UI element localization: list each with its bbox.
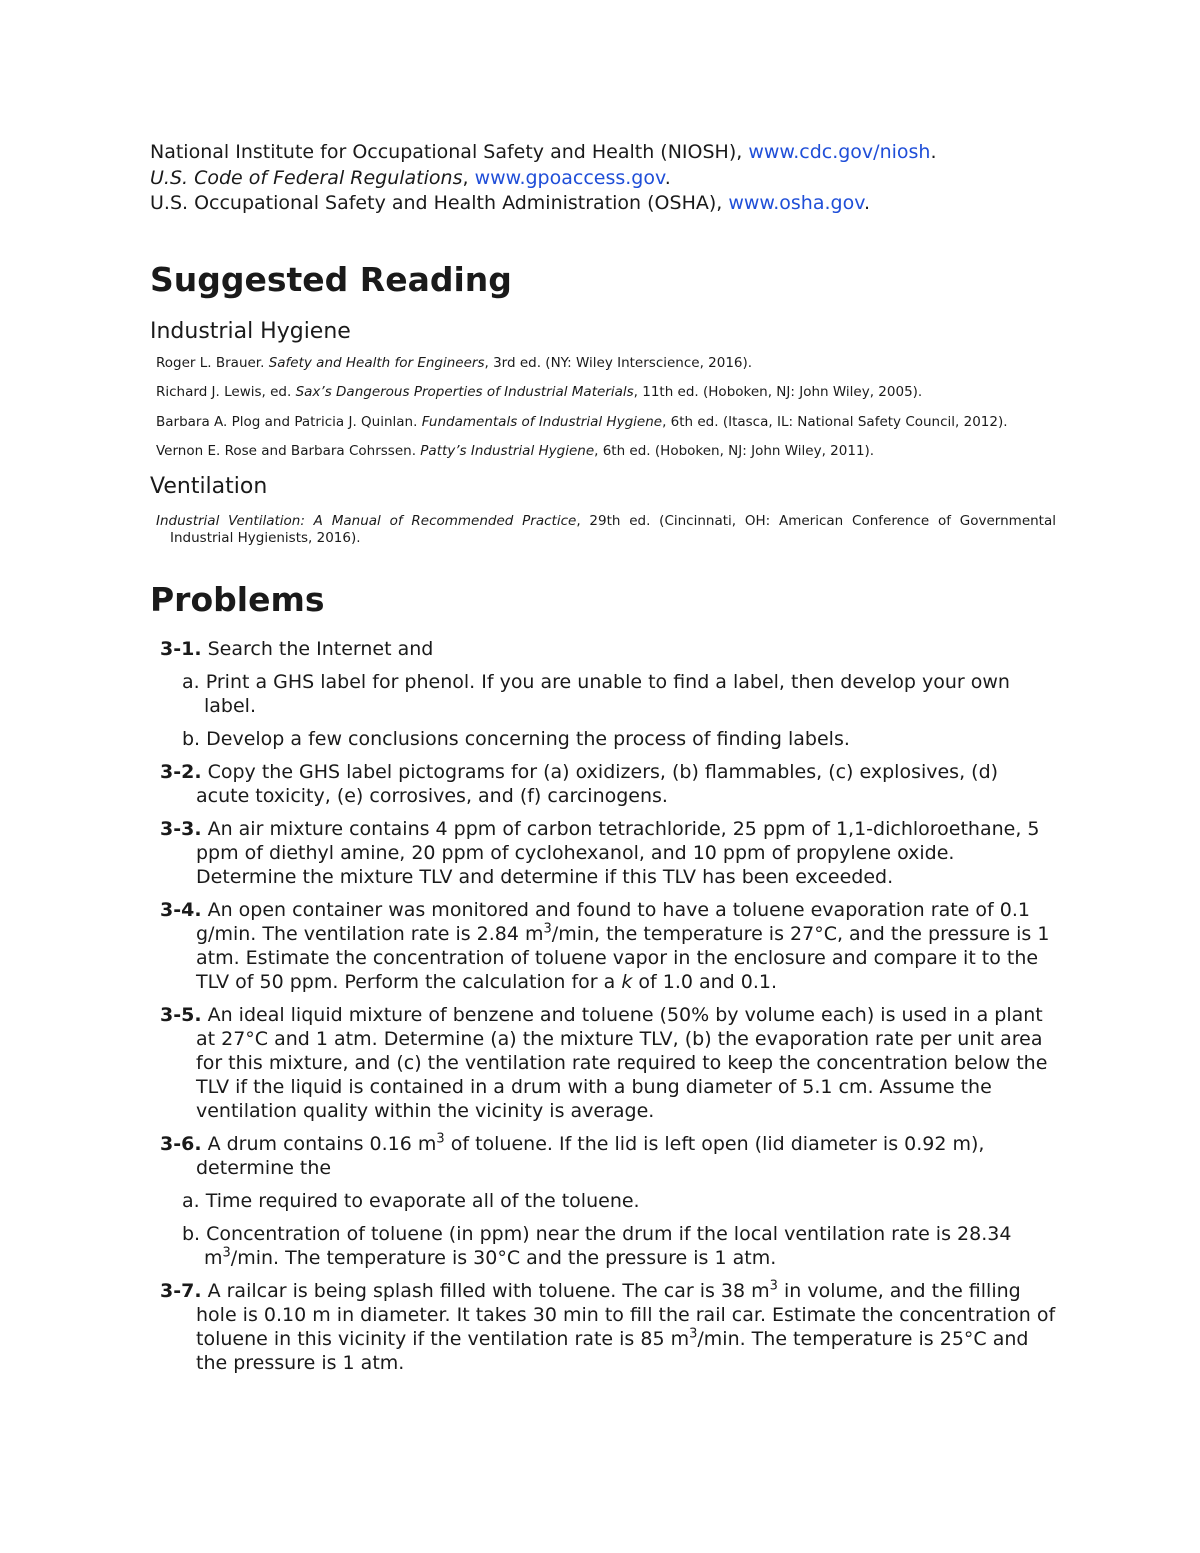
source-text: National Institute for Occupational Safety and Health (NIOSH), — [150, 141, 749, 163]
subitem-text: Develop a few conclusions concerning the process of finding labels. — [200, 727, 850, 750]
subitem-text: /min. The temperature is 30°C and the pressure is 1 atm. — [230, 1246, 777, 1269]
gpoaccess-link[interactable]: www.gpoaccess.gov — [474, 166, 665, 189]
problem-text: An open container was monitored and found to have a toluene evaporation rate of 0.1 g/min. The ventilation rate is 2.84 m — [196, 898, 1030, 945]
ref-authors: Richard J. Lewis, ed. — [156, 384, 296, 400]
problem-number: 3-5. — [160, 1003, 202, 1026]
problem-3-6 — [150, 1132, 1056, 1180]
problem-text: Search the Internet and — [201, 637, 434, 660]
reference-item — [150, 443, 1056, 461]
superscript: 3 — [769, 1278, 778, 1294]
problem-number: 3-2. — [160, 760, 202, 783]
problem-text: of toluene. If the lid is left open (lid diameter is 0.92 m), determine the — [196, 1132, 985, 1179]
problem-number: 3-3. — [160, 817, 202, 840]
ref-title: Sax’s Dangerous Properties of Industrial Materials — [295, 384, 634, 400]
subitem-label: b. — [182, 727, 201, 750]
ventilation-heading: Ventilation — [150, 473, 268, 499]
problem-text: An ideal liquid mixture of benzene and toluene (50% by volume each) is used in a plant at 27°C and 1 atm. Determine (a) the mixture TLV, (b) the evaporation rate per unit area for this mixture, and (c) the ventilation rate required to keep the concentration below the TLV if the liquid is contained in a drum with a bung diameter of 5.1 cm. Assume the ventilation quality within the vicinity is average. — [196, 1003, 1048, 1122]
superscript: 3 — [543, 921, 552, 937]
source-niosh — [150, 140, 1056, 166]
variable-k: k — [621, 970, 633, 993]
problem-text: /min. The temperature is 25°C and the pressure is 1 atm. — [196, 1327, 1029, 1374]
ventilation-refs — [150, 513, 1056, 548]
subitem-label: b. — [182, 1222, 201, 1245]
problem-number: 3-7. — [160, 1279, 202, 1302]
ref-authors: Vernon E. Rose and Barbara Cohrssen. — [156, 443, 421, 459]
problem-text: An air mixture contains 4 ppm of carbon tetrachloride, 25 ppm of 1,1-dichloroethane, 5 ppm of diethyl amine, 20 ppm of cyclohexanol, and 10 ppm of propylene oxide. Determine the mixture TLV and determine if this TLV has been exceeded. — [196, 817, 1040, 888]
source-cfr — [150, 166, 1056, 192]
problem-3-2 — [150, 760, 1056, 808]
ref-details: , 3rd ed. (NY: Wiley Interscience, 2016). — [484, 354, 753, 371]
problem-3-1 — [150, 637, 1056, 661]
problem-number: 3-4. — [160, 898, 202, 921]
ref-title: Patty’s Industrial Hygiene — [420, 443, 595, 459]
industrial-hygiene-refs — [150, 355, 1056, 461]
ref-title: Fundamentals of Industrial Hygiene — [421, 413, 663, 430]
problem-text: A drum contains 0.16 m — [201, 1132, 437, 1155]
superscript: 3 — [222, 1245, 231, 1261]
source-osha — [150, 191, 1056, 217]
problem-3-3 — [150, 817, 1056, 889]
reference-item — [150, 414, 1056, 432]
problem-text: Copy the GHS label pictograms for (a) oxidizers, (b) flammables, (c) explosives, (d) acute toxicity, (e) corrosives, and (f) carcinogens. — [196, 760, 999, 807]
suggested-reading-heading: Suggested Reading — [150, 259, 512, 299]
reference-item — [150, 513, 1056, 548]
subitem-label: a. — [182, 670, 200, 693]
subitem-text: Print a GHS label for phenol. If you are unable to find a label, then develop your own label. — [199, 670, 1010, 717]
subitem-text: Concentration of toluene (in ppm) near the drum if the local ventilation rate is 28.34 m — [200, 1222, 1012, 1269]
niosh-link[interactable]: www.cdc.gov/niosh — [748, 141, 931, 163]
ref-details: , 11th ed. (Hoboken, NJ: John Wiley, 2005). — [633, 384, 923, 400]
superscript: 3 — [689, 1326, 698, 1342]
page-content — [150, 140, 1056, 1384]
problem-3-6-a — [150, 1189, 1056, 1213]
ref-details: , 29th ed. (Cincinnati, OH: American Conference of Governmental Industrial Hygienists, 2016). — [170, 512, 1056, 546]
ref-title: Safety and Health for Engineers — [268, 354, 485, 371]
source-text: U.S. Code of Federal Regulations — [150, 166, 463, 189]
problem-3-1-b — [150, 727, 1056, 751]
problem-text: in volume, and the filling hole is 0.10 m in diameter. It takes 30 min to fill the rail car. Estimate the concentration of toluene in this vicinity if the ventilation rate is 85 m — [196, 1279, 1056, 1350]
reference-item — [150, 384, 1056, 402]
superscript: 3 — [436, 1131, 445, 1147]
ref-details: , 6th ed. (Hoboken, NJ: John Wiley, 2011). — [594, 443, 875, 459]
ref-title: Industrial Ventilation: A Manual of Recommended Practice — [156, 512, 577, 529]
sources-list — [150, 140, 1056, 217]
ref-authors: Barbara A. Plog and Patricia J. Quinlan. — [156, 413, 422, 430]
problem-3-1-a — [150, 670, 1056, 718]
source-sep: , — [462, 166, 475, 189]
source-suffix: . — [664, 166, 671, 189]
subitem-text: Time required to evaporate all of the toluene. — [199, 1189, 640, 1212]
source-text: U.S. Occupational Safety and Health Administration (OSHA), — [150, 192, 729, 214]
problem-text: of 1.0 and 0.1. — [632, 970, 778, 993]
problem-text: /min, the temperature is 27°C, and the pressure is 1 atm. Estimate the concentration of toluene vapor in the enclosure and compare it to the TLV of 50 ppm. Perform the calculation for a — [196, 922, 1050, 993]
reference-item — [150, 355, 1056, 373]
source-suffix: . — [930, 141, 937, 163]
problem-3-7 — [150, 1279, 1056, 1375]
industrial-hygiene-heading: Industrial Hygiene — [150, 318, 351, 344]
problem-3-5 — [150, 1003, 1056, 1123]
problem-number: 3-1. — [160, 637, 202, 660]
problem-number: 3-6. — [160, 1132, 202, 1155]
problems-heading: Problems — [150, 579, 325, 619]
problem-3-6-b — [150, 1222, 1056, 1270]
problem-3-4 — [150, 898, 1056, 994]
osha-link[interactable]: www.osha.gov — [728, 192, 864, 214]
subitem-label: a. — [182, 1189, 200, 1212]
problems-list — [150, 637, 1056, 1375]
problem-text: A railcar is being splash filled with toluene. The car is 38 m — [201, 1279, 770, 1302]
source-suffix: . — [863, 192, 871, 214]
ref-authors: Roger L. Brauer. — [156, 354, 269, 371]
ref-details: , 6th ed. (Itasca, IL: National Safety Council, 2012). — [662, 413, 1008, 430]
